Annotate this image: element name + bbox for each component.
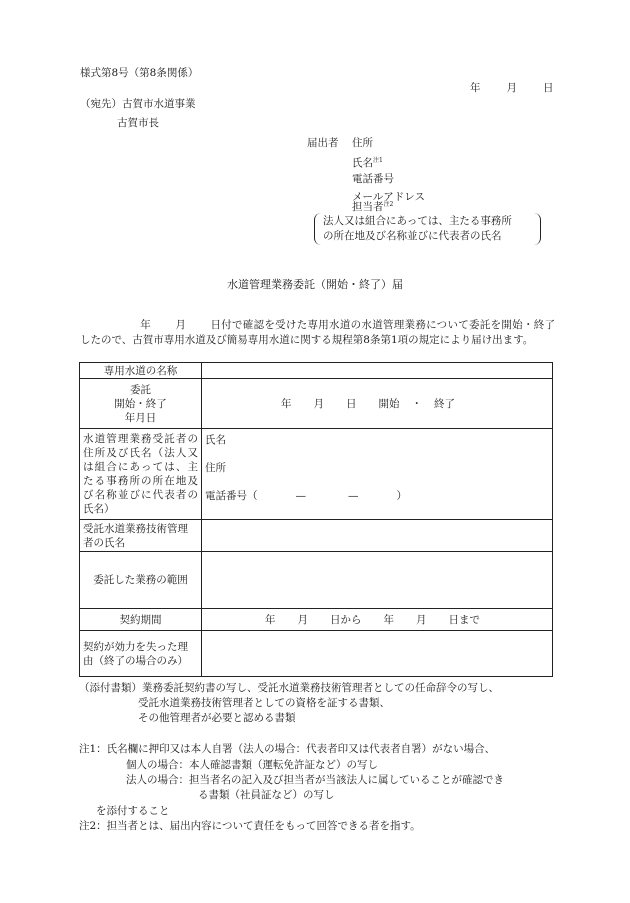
water-name-label: 専用水道の名称 [80,363,202,379]
applicant-email-label: メールアドレス [352,191,425,203]
contract-period-label: 契約期間 [80,609,202,631]
applicant-label: 届出者 [307,137,339,149]
note-ref-2: 注2 [383,201,394,208]
note2: 注2：担当者とは、届出内容について責任をもって回答できる者を指す。 [79,820,421,832]
commission-date-label: 委託 開始・終了 年月日 [80,379,202,429]
note1-line5: を添付すること [96,805,170,817]
commission-date-value[interactable]: 年 月 日 開始 ・ 終了 [202,379,553,429]
scope-label: 委託した業務の範囲 [80,552,202,609]
date-day-label: 日 [543,82,554,94]
intro-text: 日付で確認を受けた専用水道の水道管理業務について委託を開始・終了したので、古賀市専用水道及び簡易専用水道に関する規程第8条第1項の規定により届け出ます。 [80,319,556,346]
termination-reason-value[interactable] [202,631,553,677]
addressee-line1: （宛先）古賀市水道事業 [80,98,196,110]
start-option[interactable]: 開始 [378,397,400,410]
contractor-phone-label: 電話番号（ — — ） [205,490,407,502]
form-number: 様式第8号（第8条関係） [80,67,199,79]
contractor-address-label: 住所 [205,462,226,474]
table-row [80,552,553,609]
submission-date [470,81,554,95]
contractor-label: 水道管理業務受託者の住所及び氏名（法人又は組合にあっては、主たる事務所の所在地及び名称並びに代表者の氏名） [80,429,202,520]
applicant-phone-label: 電話番号 [352,173,394,185]
note-ref-1: 注1 [373,157,383,164]
contractor-value[interactable] [202,429,553,520]
table-row [80,363,553,379]
end-option[interactable]: 終了 [434,397,455,410]
attachments-line3: その他管理者が必要と認める書類 [138,712,296,724]
intro-year: 年 [140,319,152,331]
tech-manager-label: 受託水道業務技術管理者の氏名 [80,520,202,552]
table-row [80,609,553,631]
notification-table [79,362,553,677]
table-row [80,520,553,552]
termination-reason-label: 契約が効力を失った理由（終了の場合のみ） [80,631,202,677]
attachments-line2: 受託水道業務技術管理者としての資格を証する書類、 [138,697,390,709]
note1-line1: 注1：氏名欄に押印又は本人自署（法人の場合：代表者印又は代表者自署）がない場合、 [79,743,496,755]
tech-manager-value[interactable] [202,520,553,552]
table-row [80,379,553,429]
note1-line2: 個人の場合：本人確認書類（運転免許証など）の写し [126,759,378,771]
contract-period-value[interactable]: 年 月 日から 年 月 日まで [202,609,553,631]
applicant-contact-label: 担当者$^{注2}$ [352,201,394,213]
note1-line4: る書類（社員証など）の写し [198,789,335,801]
attachments-line1: （添付書類）業務委託契約書の写し、受託水道業務技術管理者としての任命辞令の写し、 [79,682,499,694]
table-row [80,631,553,677]
note1-line3: 法人の場合：担当者名の記入及び担当者が当該法人に属していることが確認でき [126,774,504,786]
addressee-line2: 古賀市長 [117,117,159,129]
applicant-name-label: 氏名$^{注1}$ [352,157,383,169]
intro-paragraph [80,318,555,348]
date-month-label: 月 [506,82,517,94]
scope-value[interactable] [202,552,553,609]
table-row [80,429,553,520]
contractor-name-label: 氏名 [205,434,226,446]
water-name-value[interactable] [202,363,553,379]
corporate-note-line2: の所在地及び名称並びに代表者の氏名 [323,230,502,242]
document-title: 水道管理業務委託（開始・終了）届 [227,278,403,291]
intro-month: 月 [175,319,187,331]
applicant-address-label: 住所 [352,137,373,149]
corporate-note-line1: 法人又は組合にあっては、主たる事務所 [323,215,512,227]
corporate-note-bracket [314,213,541,245]
date-year-label: 年 [470,82,481,94]
